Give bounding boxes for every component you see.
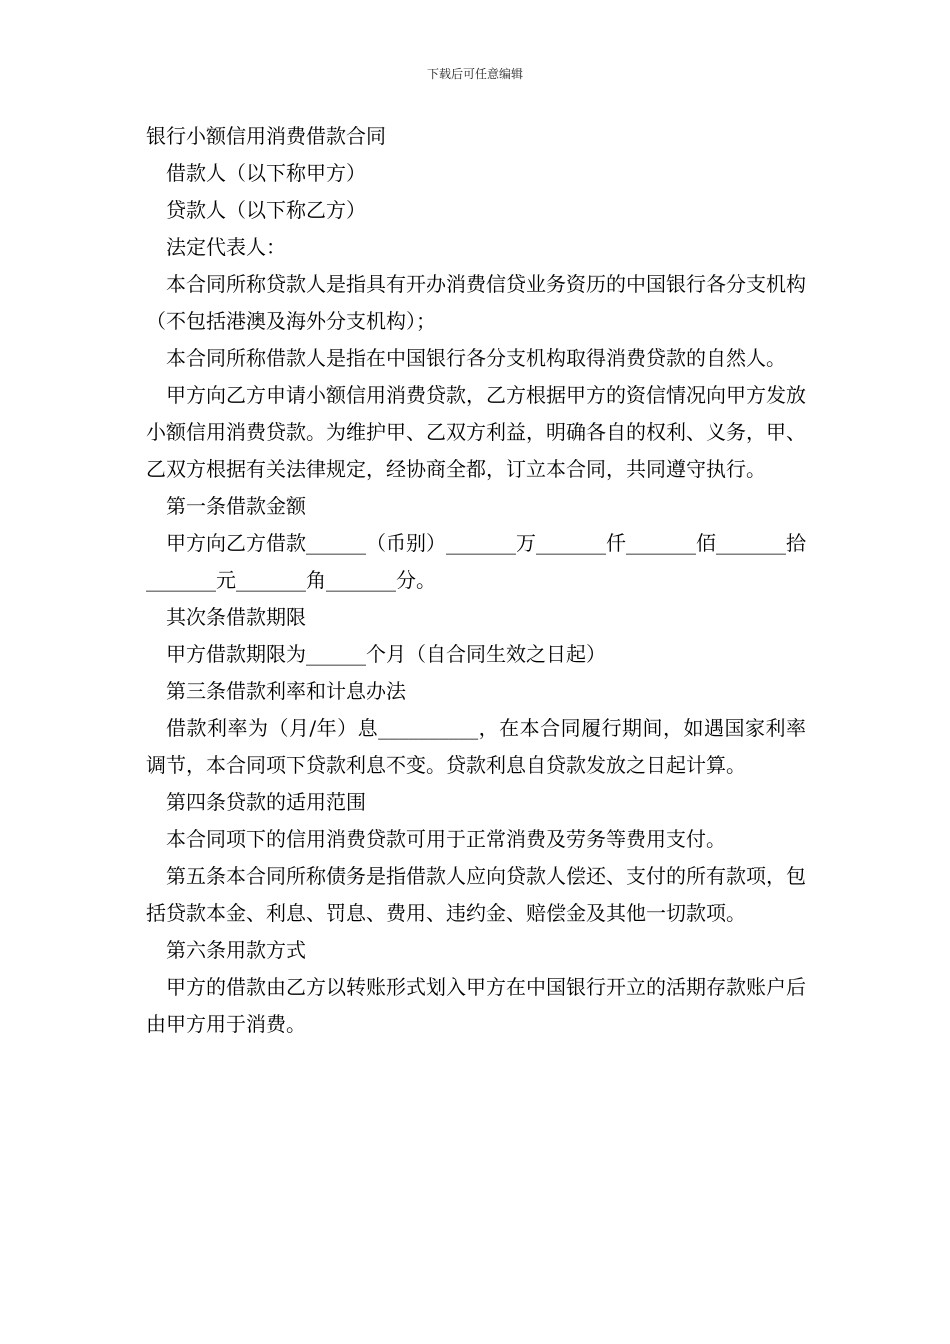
document-body [146, 118, 806, 1043]
page-header-note: 下载后可任意编辑 [426, 67, 523, 81]
document-title: 银行小额信用消费借款合同 [146, 124, 386, 148]
article-6-heading: 第六条用款方式 [166, 938, 306, 962]
article-5-body: 第五条本合同所称债务是指借款人应向贷款人偿还、支付的所有款项，包括贷款本金、利息、罚息、费用、违约金、赔偿金及其他一切款项。 [146, 864, 806, 925]
article-6-body: 甲方的借款由乙方以转账形式划入甲方在中国银行开立的活期存款账户后由甲方用于消费。 [146, 975, 806, 1036]
article-4-heading: 第四条贷款的适用范围 [166, 790, 366, 814]
article-3-body: 借款利率为（月/年）息__________，在本合同履行期间，如遇国家利率调节，本合同项下贷款利息不变。贷款利息自贷款发放之日起计算。 [146, 716, 806, 777]
paragraph-lender: 贷款人（以下称乙方） [166, 198, 366, 222]
article-4-body: 本合同项下的信用消费贷款可用于正常消费及劳务等费用支付。 [166, 827, 726, 851]
article-1-heading: 第一条借款金额 [166, 494, 306, 518]
paragraph-preamble: 甲方向乙方申请小额信用消费贷款，乙方根据甲方的资信情况向甲方发放小额信用消费贷款。为维护甲、乙双方利益，明确各自的权利、义务，甲、乙双方根据有关法律规定，经协商全都，订立本合同，共同遵守执行。 [146, 383, 806, 481]
paragraph-borrower-definition: 本合同所称借款人是指在中国银行各分支机构取得消费贷款的自然人。 [166, 346, 786, 370]
article-1-body: 甲方向乙方借款______（币别）_______万_______仟_______佰_______拾_______元_______角_______分。 [146, 531, 806, 592]
article-2-heading: 其次条借款期限 [166, 605, 306, 629]
paragraph-lender-definition: 本合同所称贷款人是指具有开办消费信贷业务资历的中国银行各分支机构（不包括港澳及海外分支机构）； [146, 272, 806, 333]
paragraph-legal-representative: 法定代表人： [166, 235, 286, 259]
article-2-body: 甲方借款期限为______个月（自合同生效之日起） [166, 642, 606, 666]
paragraph-borrower: 借款人（以下称甲方） [166, 161, 366, 185]
article-3-heading: 第三条借款利率和计息办法 [166, 679, 406, 703]
